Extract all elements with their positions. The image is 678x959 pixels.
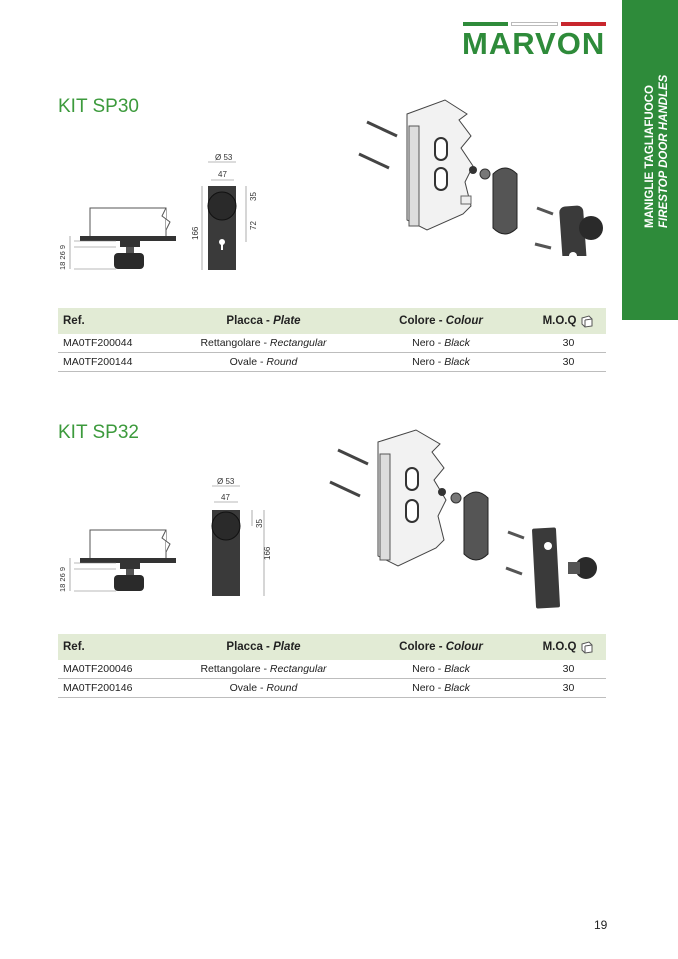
section-title: KIT SP32 (58, 422, 139, 443)
box-icon (580, 314, 594, 328)
col-ref: Ref. (63, 641, 85, 653)
technical-drawing (56, 444, 276, 604)
col-plate: Placca - Plate (226, 641, 301, 653)
col-colour: Colore - Colour (399, 641, 483, 653)
page-number: 19 (594, 918, 608, 932)
dimension-left: 18 26 9 (58, 566, 67, 592)
table-row: MA0TF200146 Ovale - Round Nero - Black 30 (58, 679, 606, 698)
box-icon (580, 640, 594, 654)
col-moq: M.O.Q (531, 640, 606, 654)
dimension-total: 166 (263, 546, 272, 560)
dimension-width: 47 (218, 170, 227, 179)
dimension-width: 47 (221, 493, 230, 502)
table-row: MA0TF200144 Ovale - Round Nero - Black 30 (58, 353, 606, 372)
table-row: MA0TF200046 Rettangolare - Rectangular Nero - Black 30 (58, 660, 606, 679)
product-table (58, 308, 606, 372)
table-header (58, 308, 606, 334)
side-tab-label-it: MANIGLIE TAGLIAFUOCO (644, 85, 656, 228)
dimension-h1: 35 (249, 192, 258, 201)
section-title: KIT SP30 (58, 96, 139, 117)
dimension-total: 166 (191, 226, 200, 240)
dimension-h2: 72 (249, 221, 258, 230)
col-ref: Ref. (63, 315, 85, 327)
technical-drawing (56, 148, 276, 278)
dimension-left: 18 26 9 (58, 244, 67, 270)
product-table (58, 634, 606, 698)
dimension-h1: 35 (255, 519, 264, 528)
exploded-view (355, 96, 615, 256)
col-colour: Colore - Colour (399, 315, 483, 327)
side-tab-label-en: FIRESTOP DOOR HANDLES (658, 74, 670, 228)
col-moq: M.O.Q (531, 314, 606, 328)
exploded-view (328, 428, 618, 618)
brand-logo: MARVON (462, 26, 606, 61)
category-side-tab (622, 0, 678, 320)
table-row: MA0TF200044 Rettangolare - Rectangular Nero - Black 30 (58, 334, 606, 353)
dimension-diameter: Ø 53 (217, 477, 235, 486)
table-header (58, 634, 606, 660)
col-plate: Placca - Plate (226, 315, 301, 327)
dimension-diameter: Ø 53 (215, 153, 233, 162)
